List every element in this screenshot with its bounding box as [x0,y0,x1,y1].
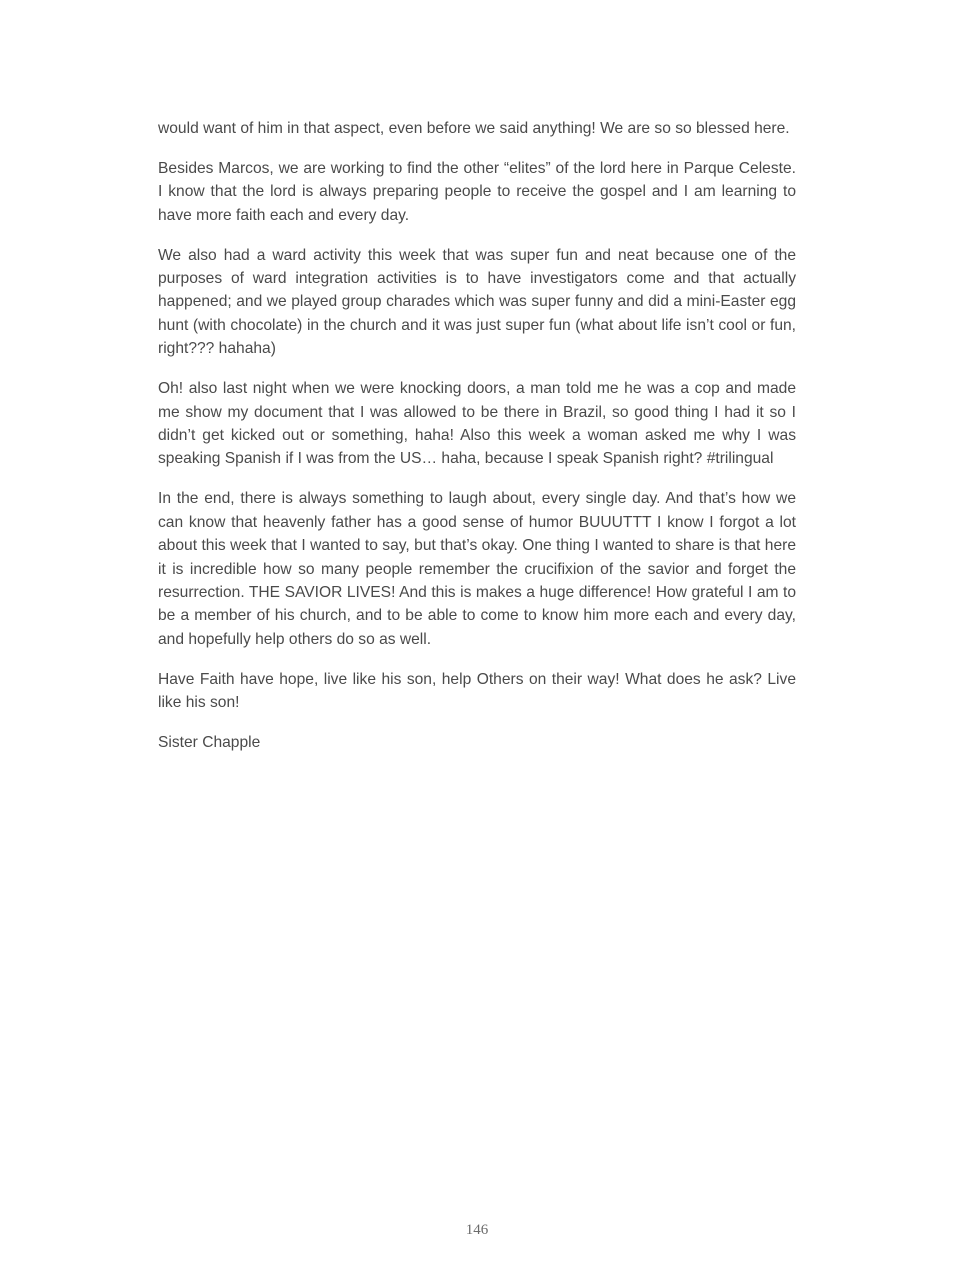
paragraph-closing: Have Faith have hope, live like his son, help Others on their way! What does he ask? Live like his son! [158,670,796,712]
paragraph-marcos: Besides Marcos, we are working to find the other “elites” of the lord here in Parque Celeste. I know that the lord is always preparing people to receive the gospel and I am learning to have more faith each and every day. [158,159,796,224]
paragraph-savior-lives: In the end, there is always something to laugh about, every single day. And that’s how we can know that heavenly father has a good sense of humor BUUUTTT I know I forgot a lot about this week that I wanted to say, but that’s okay. One thing I wanted to share is that here it is incredible how so many people remember the crucifixion of the savior and forget the resurrection. THE SAVIOR LIVES! And this is makes a huge difference! How grateful I am to be a member of his church, and to be able to come to know him more each and every day, and hopefully help others do so as well. [158,490,796,648]
paragraph-continuation: would want of him in that aspect, even before we said anything! We are so so blessed here. [158,120,790,137]
paragraph-knocking-doors: Oh! also last night when we were knocking doors, a man told me he was a cop and made me show my document that I was allowed to be there in Brazil, so good thing I had it so I didn’t get kicked out or something, haha! Also this week a woman asked me why I was speaking Spanish if I was from the US… haha, because I speak Spanish right? #trilingual [158,380,796,468]
paragraph-ward-activity: We also had a ward activity this week that was super fun and neat because one of the purposes of ward integration activities is to have investigators come and that actually happened; and we played group charades which was super funny and did a mini-Easter egg hunt (with chocolate) in the church and it was just super fun (what about life isn’t cool or fun, right??? hahaha) [158,246,796,358]
letter-body [158,117,796,771]
signature: Sister Chapple [158,733,261,751]
page-number: 146 [465,1222,489,1238]
